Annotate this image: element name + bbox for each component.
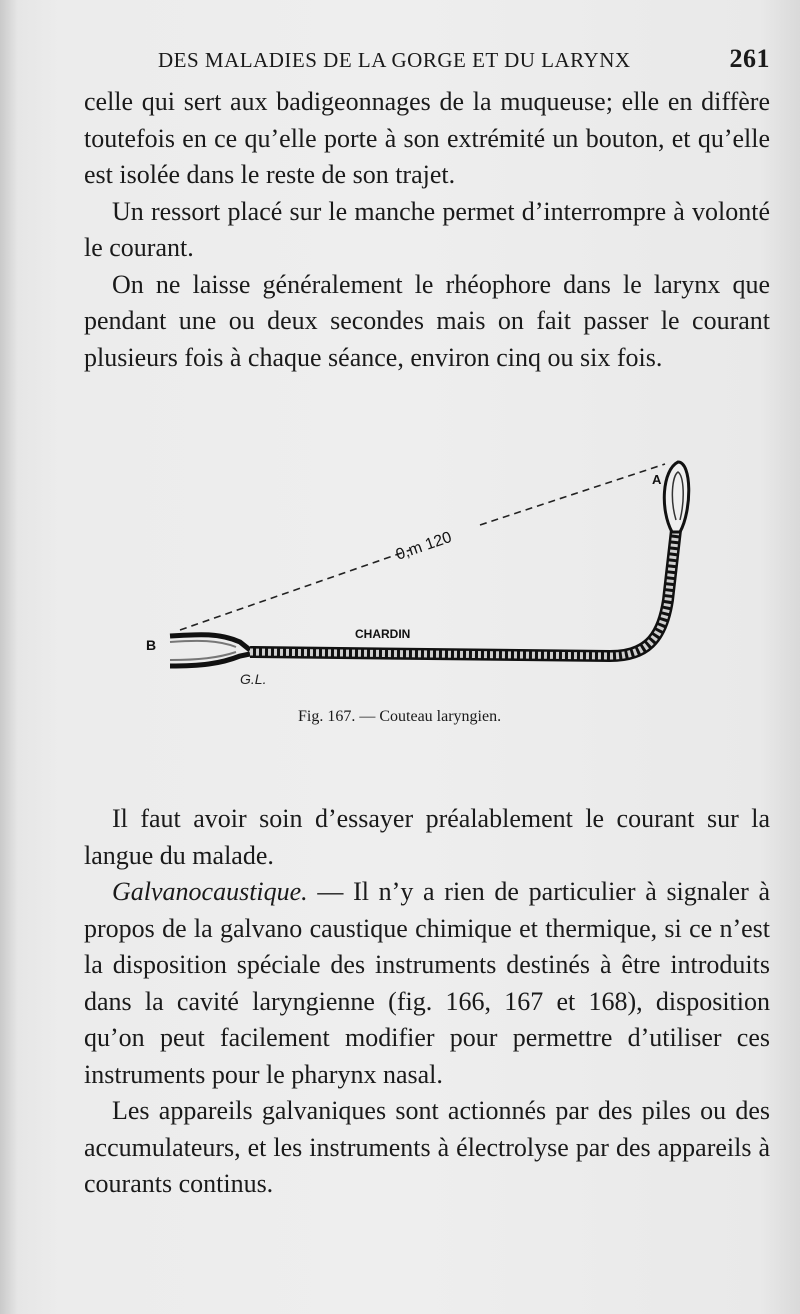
paragraph: Les appareils galvaniques sont actionnés par des piles ou des accumulateurs, et les instruments à électrolyse par des appareils à courants continus. [84, 1096, 770, 1198]
engraver-mark: G.L. [240, 671, 267, 687]
text-block-top [84, 84, 770, 376]
page-number: 261 [729, 44, 770, 73]
maker-label: CHARDIN [355, 627, 411, 641]
figure-167-laryngeal-knife [140, 450, 700, 700]
text-block-bottom [84, 801, 770, 1203]
paragraph: Un ressort placé sur le manche permet d’interrompre à volonté le courant. [84, 196, 770, 262]
running-head-title: DES MALADIES DE LA GORGE ET DU LARYNX [158, 48, 631, 72]
measure-label: 0,m 120 [393, 528, 454, 564]
paragraph: On ne laisse généralement le rhéophore dans le larynx que pendant une ou deux secondes mais on fait passer le courant plusieurs fois à chaque séance, environ cinq ou six fois. [84, 269, 770, 372]
instrument-illustration [140, 450, 700, 700]
figure-caption: Fig. 167. — Couteau laryngien. [298, 708, 502, 725]
label-a: A [652, 472, 662, 487]
section-term: Galvanocaustique. [112, 877, 308, 906]
paragraph-galvanocaustique [84, 874, 770, 1093]
section-text: — Il n’y a rien de particulier à signaler à propos de la galvano caustique chimique et thermique, si ce n’est la disposition spéciale des instruments destinés à être introduits dans la cavité laryngienne (fig. 166, 167 et 168), disposition qu’on peut facilement modifier pour permettre d’utiliser ces instruments pour le pharynx nasal. [84, 877, 770, 1089]
paragraph: celle qui sert aux badigeonnages de la muqueuse; elle en diffère toutefois en ce qu’elle porte à son extrémité un bouton, et qu’elle est isolée dans le reste de son trajet. [84, 87, 770, 189]
paragraph: Il faut avoir soin d’essayer préalablement le courant sur la langue du malade. [84, 804, 770, 870]
label-b: B [146, 637, 157, 653]
running-head [158, 44, 770, 78]
